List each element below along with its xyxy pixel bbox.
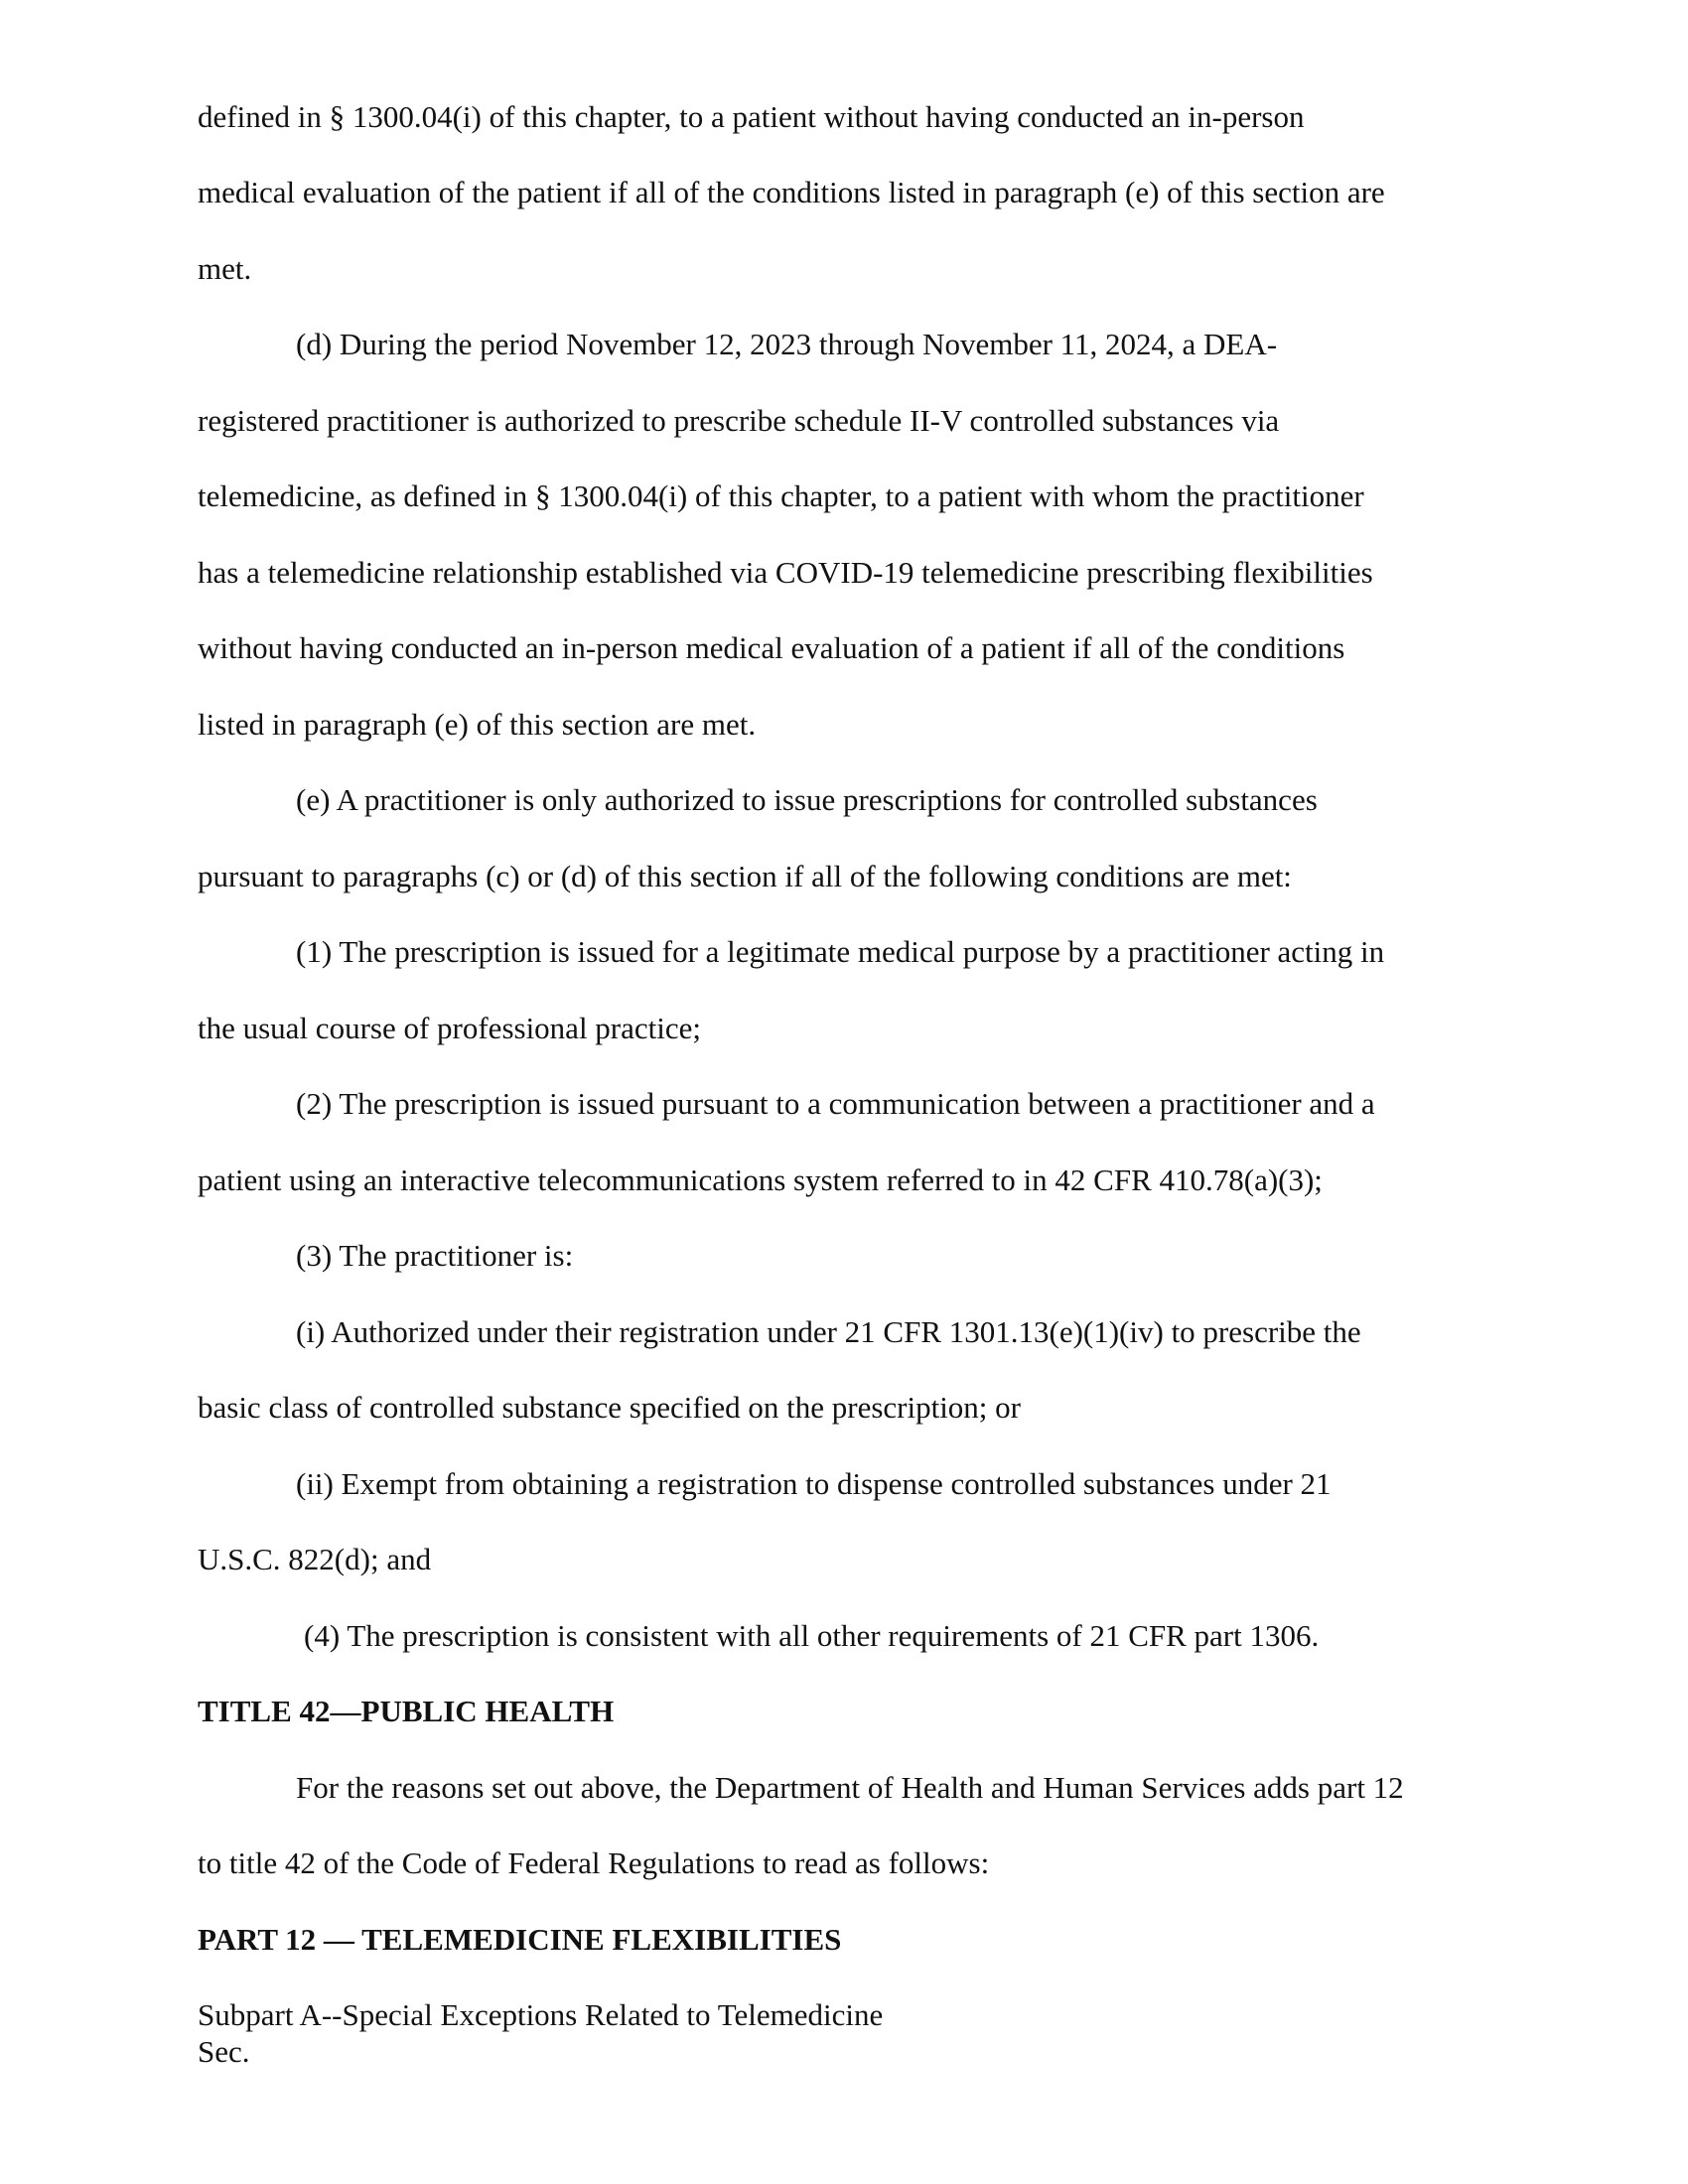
sec-label: Sec. bbox=[198, 2034, 250, 2069]
text-line: registered practitioner is authorized to prescribe schedule II-V controlled substances via bbox=[198, 403, 1280, 438]
condition-4: (4) The prescription is consistent with all other requirements of 21 CFR part 1306. bbox=[304, 1618, 1320, 1653]
part-12-heading: PART 12 — TELEMEDICINE FLEXIBILITIES bbox=[198, 1922, 842, 1957]
condition-3: (3) The practitioner is: bbox=[296, 1238, 574, 1273]
text-line: has a telemedicine relationship established via COVID-19 telemedicine prescribing flexibilities bbox=[198, 555, 1373, 590]
condition-3-i: (i) Authorized under their registration under 21 CFR 1301.13(e)(1)(iv) to prescribe the bbox=[296, 1314, 1361, 1349]
text-line: U.S.C. 822(d); and bbox=[198, 1542, 432, 1576]
condition-1: (1) The prescription is issued for a legitimate medical purpose by a practitioner acting in bbox=[296, 934, 1385, 969]
paragraph-e-start: (e) A practitioner is only authorized to issue prescriptions for controlled substances bbox=[296, 782, 1318, 817]
text-line: defined in § 1300.04(i) of this chapter, to a patient without having conducted an in-person bbox=[198, 99, 1305, 134]
text-line: the usual course of professional practice; bbox=[198, 1011, 702, 1045]
text-line: without having conducted an in-person medical evaluation of a patient if all of the conditions bbox=[198, 630, 1345, 665]
text-line: patient using an interactive telecommunications system referred to in 42 CFR 410.78(a)(3); bbox=[198, 1162, 1323, 1197]
text-line: pursuant to paragraphs (c) or (d) of this section if all of the following conditions are met: bbox=[198, 859, 1292, 893]
reasons-paragraph: For the reasons set out above, the Department of Health and Human Services adds part 12 bbox=[296, 1770, 1404, 1805]
text-line: medical evaluation of the patient if all of the conditions listed in paragraph (e) of this section are bbox=[198, 175, 1385, 209]
text-line: listed in paragraph (e) of this section are met. bbox=[198, 707, 757, 742]
condition-2: (2) The prescription is issued pursuant to a communication between a practitioner and a bbox=[296, 1086, 1375, 1121]
title-42-heading: TITLE 42—PUBLIC HEALTH bbox=[198, 1694, 615, 1728]
text-line: basic class of controlled substance specified on the prescription; or bbox=[198, 1390, 1021, 1425]
subpart-a-heading: Subpart A--Special Exceptions Related to Telemedicine bbox=[198, 1997, 884, 2032]
text-line: to title 42 of the Code of Federal Regulations to read as follows: bbox=[198, 1845, 990, 1880]
text-line: met. bbox=[198, 251, 252, 286]
condition-3-ii: (ii) Exempt from obtaining a registration to dispense controlled substances under 21 bbox=[296, 1466, 1332, 1501]
paragraph-d-start: (d) During the period November 12, 2023 through November 11, 2024, a DEA- bbox=[296, 327, 1278, 361]
text-line: telemedicine, as defined in § 1300.04(i) of this chapter, to a patient with whom the practitioner bbox=[198, 478, 1364, 513]
